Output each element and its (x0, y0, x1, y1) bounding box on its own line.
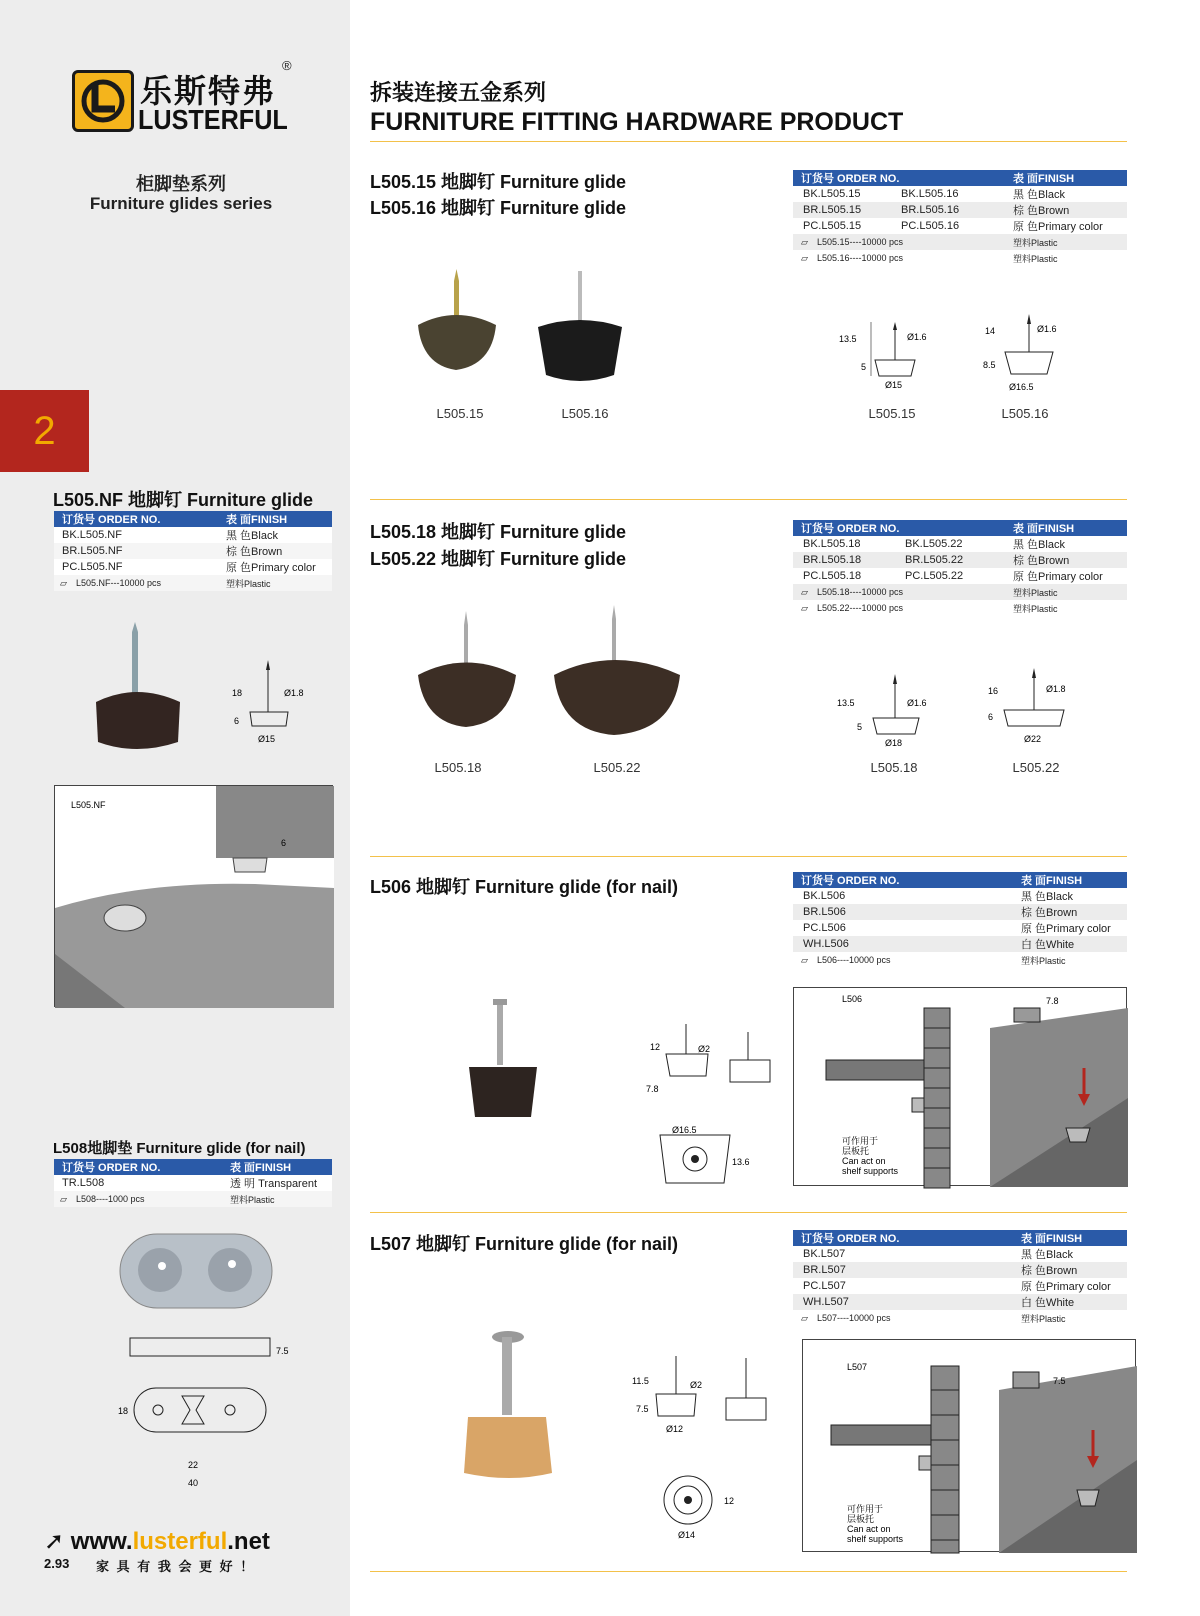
l508-product-photo (118, 1230, 278, 1315)
svg-text:Ø1.6: Ø1.6 (907, 698, 927, 708)
svg-text:Ø18: Ø18 (885, 738, 903, 748)
order-header: 订货号 ORDER NO. (801, 173, 900, 185)
nf-drawing (228, 660, 338, 750)
p1-title-1: L505.15 地脚钉 Furniture glide (370, 172, 627, 192)
table-row: BR.L507 棕 色Brown (793, 1262, 1127, 1278)
box-icon: ▱ (60, 577, 67, 588)
header-cn: 拆装连接五金系列 (370, 80, 547, 105)
pack-row: ▱ L506----10000 pcs 塑料Plastic (801, 954, 1066, 966)
svg-text:6: 6 (988, 712, 994, 722)
table-row: PC.L506 原 色Primary color (803, 922, 1111, 935)
p1-title-2: L505.16 地脚钉 Furniture glide (370, 198, 627, 218)
svg-text:7.5: 7.5 (1053, 1376, 1066, 1386)
nf-product-photo (90, 622, 200, 757)
svg-text:Ø1.6: Ø1.6 (1037, 324, 1057, 334)
svg-text:Ø1.8: Ø1.8 (284, 688, 304, 698)
finish-header: 表 面FINISH (1013, 173, 1075, 185)
section-rule (370, 1212, 1127, 1213)
p4-drawing-top (648, 1470, 748, 1545)
p2-cap-a: L505.18 (434, 760, 482, 775)
p3-product-photo (455, 995, 565, 1125)
table-row: BR.L505.18 BR.L505.22 棕 色Brown (793, 552, 1127, 568)
svg-text:5: 5 (861, 362, 867, 372)
p4-product-photo (450, 1325, 570, 1485)
svg-text:shelf supports: shelf supports (847, 1534, 904, 1544)
svg-text:L507: L507 (847, 1362, 868, 1372)
l508-drawing (120, 1330, 290, 1490)
p3-order-table: 订货号 ORDER NO. 表 面FINISH BK.L506 黑 色Black BR.L506 棕 色Brown PC.L506 原 色Primary color WH.L506 白 色White ▱ L506----10000 pcs 塑料Plastic (793, 872, 1127, 968)
p1-drawing-b (975, 312, 1095, 397)
svg-text:层板托: 层板托 (847, 1514, 875, 1524)
p2-cap-c: L505.18 (870, 760, 918, 775)
svg-text:Ø2: Ø2 (698, 1044, 711, 1054)
p3-drawing-side (640, 1020, 780, 1100)
p2-cap-b: L505.22 (593, 760, 641, 775)
svg-text:Can act on: Can act on (847, 1524, 891, 1534)
logo-icon (72, 70, 134, 132)
svg-text:Ø22: Ø22 (1024, 734, 1042, 744)
svg-text:Ø16.5: Ø16.5 (672, 1125, 697, 1135)
l508-title: L508地脚垫 Furniture glide (for nail) (53, 1140, 306, 1157)
svg-text:13.5: 13.5 (837, 698, 855, 708)
svg-text:Ø1.6: Ø1.6 (907, 332, 927, 342)
table-row: BK.L506 黑 色Black (803, 890, 1073, 903)
svg-text:7.5: 7.5 (276, 1346, 289, 1356)
pack-row: ▱ L505.18----10000 pcs 塑料Plastic (793, 584, 1127, 600)
header-en: FURNITURE FITTING HARDWARE PRODUCT (370, 108, 904, 136)
chapter-tab: 2 (0, 390, 89, 472)
svg-text:shelf supports: shelf supports (842, 1166, 899, 1176)
box-icon: ▱ (801, 602, 808, 613)
section-rule (370, 499, 1127, 500)
brand-cn: 乐斯特弗 (140, 73, 277, 109)
p1-cap-b: L505.16 (561, 406, 609, 421)
p2-title-1: L505.18 地脚钉 Furniture glide (370, 522, 627, 542)
p3-title: L506 地脚钉 Furniture glide (for nail) (370, 877, 679, 897)
box-icon: ▱ (801, 252, 808, 263)
box-icon: ▱ (801, 1312, 808, 1323)
p4-title: L507 地脚钉 Furniture glide (for nail) (370, 1234, 679, 1254)
p2-order-table: 订货号 ORDER NO. 表 面FINISH BK.L505.18 BK.L505.22 黑 色Black BR.L505.18 BR.L505.22 棕 色Brown PC.L505.18 PC.L505.22 原 色Primary color ▱ L505.18----10000 pcs 塑料Plastic ▱ L505.22----10000 pcs 塑料Plastic (793, 520, 1127, 616)
pack-row: ▱ L507----10000 pcs 塑料Plastic (801, 1312, 1066, 1324)
svg-text:22: 22 (188, 1460, 199, 1470)
registered-mark: ® (282, 58, 292, 73)
pack-row: ▱ L505.16----10000 pcs 塑料Plastic (801, 252, 1058, 264)
p2-title-2: L505.22 地脚钉 Furniture glide (370, 549, 627, 569)
svg-text:12: 12 (650, 1042, 661, 1052)
svg-text:Ø12: Ø12 (666, 1424, 684, 1434)
box-icon: ▱ (801, 236, 808, 247)
box-icon: ▱ (801, 954, 808, 965)
table-row: TR.L508 透 明 Transparent (54, 1175, 332, 1191)
box-icon: ▱ (801, 586, 808, 597)
p2-drawing-b (980, 664, 1105, 749)
series-title-cn: 柜脚垫系列 (136, 174, 226, 194)
p2-cap-d: L505.22 (1012, 760, 1060, 775)
svg-text:7.5: 7.5 (636, 1404, 649, 1414)
p4-usage-diagram (802, 1339, 1136, 1552)
table-row: PC.L505.15 PC.L505.16 原 色Primary color (803, 220, 1103, 233)
svg-text:13.5: 13.5 (839, 334, 857, 344)
svg-text:14: 14 (985, 326, 996, 336)
p1-drawing-a (835, 318, 960, 393)
svg-text:5: 5 (857, 722, 863, 732)
brand-en: LUSTERFUL (138, 104, 288, 135)
website[interactable]: ➚ www.lusterful.net (44, 1528, 270, 1555)
table-row: WH.L506 白 色White (793, 936, 1127, 952)
series-title-en: Furniture glides series (89, 194, 273, 213)
p1-cap-a: L505.15 (436, 406, 484, 421)
pack-row: ▱ L505.15----10000 pcs 塑料Plastic (793, 234, 1127, 250)
page-number: 2.93 (44, 1556, 70, 1571)
p4-drawing-side (630, 1352, 770, 1437)
table-row: PC.L505.NF 原 色Primary color (54, 559, 332, 575)
slogan: 家 具 有 我 会 更 好 ！ (96, 1559, 256, 1574)
nf-order-table: 订货号 ORDER NO. 表 面FINISH BK.L505.NF 黑 色Black BR.L505.NF 棕 色Brown PC.L505.NF 原 色Primary color ▱ L505.NF---10000 pcs 塑料Plastic (54, 511, 332, 591)
pack-row: ▱ L505.22----10000 pcs 塑料Plastic (801, 602, 1058, 614)
table-row: BR.L506 棕 色Brown (793, 904, 1127, 920)
nf-title: L505.NF 地脚钉 Furniture glide (53, 490, 314, 510)
p1-product-photo (410, 265, 650, 400)
svg-text:7.8: 7.8 (646, 1084, 659, 1094)
arrow-icon: ➚ (44, 1528, 71, 1555)
p1-order-table (793, 170, 1127, 266)
table-row: PC.L505.18 PC.L505.22 原 色Primary color (803, 570, 1103, 583)
table-row: BK.L505.18 BK.L505.22 黑 色Black (803, 538, 1065, 551)
svg-text:Ø14: Ø14 (678, 1530, 696, 1540)
svg-text:18: 18 (118, 1406, 129, 1416)
table-row: BK.L507 黑 色Black (803, 1248, 1073, 1261)
svg-text:Can act on: Can act on (842, 1156, 886, 1166)
svg-text:Ø16.5: Ø16.5 (1009, 382, 1034, 392)
p1-cap-d: L505.16 (1001, 406, 1049, 421)
svg-text:40: 40 (188, 1478, 199, 1488)
svg-text:11.5: 11.5 (632, 1376, 649, 1386)
svg-text:7.8: 7.8 (1046, 996, 1059, 1006)
svg-text:可作用于: 可作用于 (842, 1136, 879, 1146)
svg-text:8.5: 8.5 (983, 360, 996, 370)
pack-row: ▱ L505.NF---10000 pcs 塑料Plastic (54, 575, 332, 591)
p3-usage-diagram (793, 987, 1127, 1186)
section-rule (370, 856, 1127, 857)
pack-row: ▱ L508----1000 pcs 塑料Plastic (54, 1191, 332, 1207)
nf-scene (54, 785, 333, 1007)
svg-text:可作用于: 可作用于 (847, 1504, 884, 1514)
svg-text:Ø2: Ø2 (690, 1380, 703, 1390)
table-row: PC.L507 原 色Primary color (803, 1280, 1111, 1293)
svg-text:Ø1.8: Ø1.8 (1046, 684, 1066, 694)
svg-text:12: 12 (724, 1496, 735, 1506)
p2-product-photo (410, 605, 690, 745)
p4-order-table: 订货号 ORDER NO. 表 面FINISH BK.L507 黑 色Black BR.L507 棕 色Brown PC.L507 原 色Primary color WH.L507 白 色White ▱ L507----10000 pcs 塑料Plastic (793, 1230, 1127, 1326)
table-row: BK.L505.15 BK.L505.16 黑 色Black (803, 188, 1065, 201)
table-row: BK.L505.NF 黑 色Black (54, 527, 332, 543)
svg-text:Ø15: Ø15 (258, 734, 276, 744)
table-row: WH.L507 白 色White (793, 1294, 1127, 1310)
p1-cap-c: L505.15 (868, 406, 916, 421)
p3-drawing-top (650, 1123, 760, 1203)
table-row: BR.L505.NF 棕 色Brown (54, 543, 332, 559)
svg-text:16: 16 (988, 686, 999, 696)
section-rule (370, 1571, 1127, 1572)
svg-text:6: 6 (234, 716, 240, 726)
svg-text:6: 6 (281, 838, 287, 848)
p2-drawing-a (833, 670, 958, 750)
svg-text:L505.NF: L505.NF (71, 800, 106, 810)
header-rule (370, 141, 1127, 142)
svg-text:13.6: 13.6 (732, 1157, 750, 1167)
l508-order-table: 订货号 ORDER NO. 表 面FINISH TR.L508 透 明 Transparent ▱ L508----1000 pcs 塑料Plastic (54, 1159, 332, 1207)
box-icon: ▱ (60, 1193, 67, 1204)
svg-text:层板托: 层板托 (842, 1146, 870, 1156)
svg-text:Ø15: Ø15 (885, 380, 903, 390)
svg-text:L506: L506 (842, 994, 863, 1004)
table-row: BR.L505.15 BR.L505.16 棕 色Brown (793, 202, 1127, 218)
svg-text:18: 18 (232, 688, 243, 698)
